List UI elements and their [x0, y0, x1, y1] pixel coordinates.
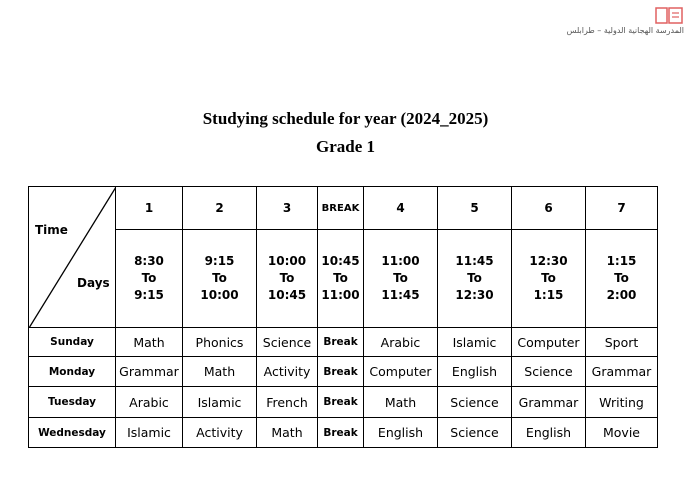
school-name: المدرسة الهجانية الدولية – طرابلس — [566, 26, 684, 35]
subject-cell: English — [438, 357, 512, 387]
corner-diagonal — [29, 187, 116, 328]
time-label: Time — [35, 223, 68, 237]
break-cell: Break — [318, 328, 364, 357]
subject-cell: Science — [438, 418, 512, 448]
period-label: 1 — [116, 187, 183, 230]
break-time: 10:45 To 11:00 — [318, 230, 364, 328]
period-time: 11:00 To 11:45 — [364, 230, 438, 328]
period-label: 4 — [364, 187, 438, 230]
subject-cell: Islamic — [438, 328, 512, 357]
period-time: 1:15 To 2:00 — [586, 230, 658, 328]
subject-cell: Arabic — [116, 387, 183, 418]
subject-cell: English — [364, 418, 438, 448]
subject-cell: Science — [438, 387, 512, 418]
subject-cell: Science — [257, 328, 318, 357]
subject-cell: French — [257, 387, 318, 418]
subject-cell: Computer — [364, 357, 438, 387]
period-label: 7 — [586, 187, 658, 230]
subject-cell: Math — [116, 328, 183, 357]
school-logo-icon — [655, 7, 683, 25]
table-row-wednesday — [29, 418, 658, 448]
period-time: 11:45 To 12:30 — [438, 230, 512, 328]
period-time: 8:30 To 9:15 — [116, 230, 183, 328]
subject-cell: Islamic — [116, 418, 183, 448]
subject-cell: Grammar — [512, 387, 586, 418]
table-row-tuesday — [29, 387, 658, 418]
days-label: Days — [77, 276, 110, 290]
period-number-row — [29, 187, 658, 230]
table-row-sunday — [29, 328, 658, 357]
period-time-row — [29, 230, 658, 328]
break-cell: Break — [318, 357, 364, 387]
subject-cell: Writing — [586, 387, 658, 418]
break-label: BREAK — [318, 187, 364, 230]
day-label: Monday — [29, 357, 116, 387]
day-label: Wednesday — [29, 418, 116, 448]
subject-cell: Science — [512, 357, 586, 387]
subject-cell: Movie — [586, 418, 658, 448]
subject-cell: Grammar — [116, 357, 183, 387]
subject-cell: Activity — [257, 357, 318, 387]
period-label: 6 — [512, 187, 586, 230]
table-row-monday — [29, 357, 658, 387]
period-label: 2 — [183, 187, 257, 230]
day-label: Tuesday — [29, 387, 116, 418]
subject-cell: Grammar — [586, 357, 658, 387]
subject-cell: Math — [364, 387, 438, 418]
day-label: Sunday — [29, 328, 116, 357]
period-time: 12:30 To 1:15 — [512, 230, 586, 328]
break-cell: Break — [318, 418, 364, 448]
schedule-table — [28, 186, 658, 448]
subject-cell: Islamic — [183, 387, 257, 418]
break-cell: Break — [318, 387, 364, 418]
page-title: Studying schedule for year (2024_2025) — [202, 109, 489, 128]
subject-cell: Arabic — [364, 328, 438, 357]
subject-cell: Activity — [183, 418, 257, 448]
period-label: 5 — [438, 187, 512, 230]
period-time: 9:15 To 10:00 — [183, 230, 257, 328]
subject-cell: English — [512, 418, 586, 448]
corner-cell — [29, 187, 116, 328]
subject-cell: Phonics — [183, 328, 257, 357]
subject-cell: Math — [257, 418, 318, 448]
subject-cell: Sport — [586, 328, 658, 357]
period-label: 3 — [257, 187, 318, 230]
subject-cell: Math — [183, 357, 257, 387]
grade-title: Grade 1 — [315, 137, 376, 156]
subject-cell: Computer — [512, 328, 586, 357]
period-time: 10:00 To 10:45 — [257, 230, 318, 328]
